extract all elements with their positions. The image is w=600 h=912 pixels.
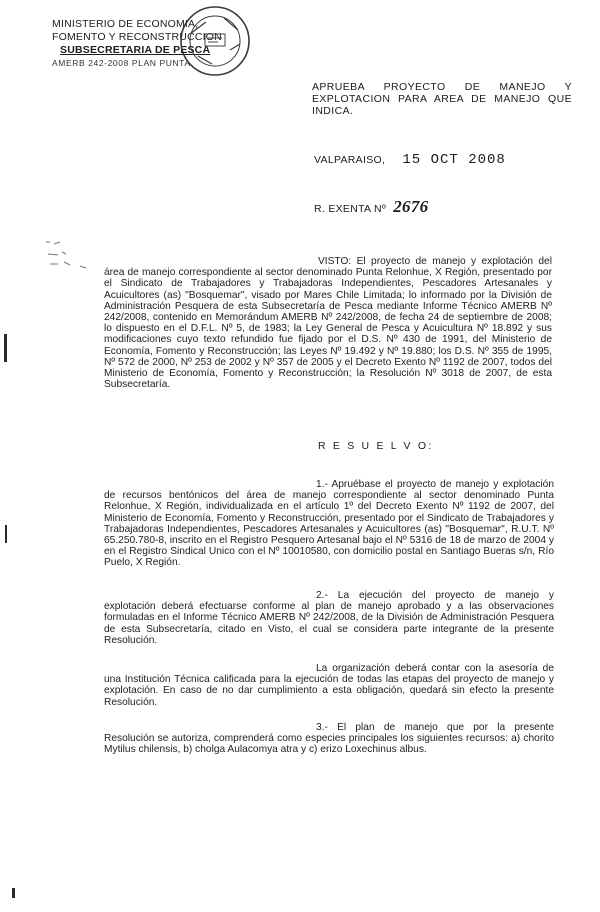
punch-hole-mark: [4, 334, 7, 362]
exenta-number: 2676: [393, 197, 429, 216]
exenta-line: [314, 197, 428, 217]
article-1-paragraph: 1.- Apruébase el proyecto de manejo y explotación de recursos bentónicos del área de manejo correspondiente al sector denominado Punta Relonhue, X Región, individualizada en el artículo 1º del Decreto Exento Nº 1192 de 2007, del Ministerio de Economía, Fomento y Reconstrucción, presentado por el Sindicato de Trabajadores y Trabajadoras Independientes, Pescadores Artesanales y Acuicultores (as) "Bosquemar", R.U.T. Nº 65.250.780-8, inscrito en el Registro Pesquero Artesanal bajo el Nº 5316 de 18 de marzo de 2004 y en el Registro Sindical Unico con el Nº 10010580, con domicilio postal en Santiago Bueras s/n, Río Puelo, X Región.: [104, 479, 554, 569]
scan-artifact-mark: [12, 888, 15, 898]
exenta-label: R. EXENTA Nº: [314, 203, 387, 215]
ministry-name: MINISTERIO DE ECONOMIA,: [52, 18, 199, 30]
article-3-paragraph: 3.- El plan de manejo que por la presente Resolución se autoriza, comprenderá como especies principales los siguientes recursos: a) chorito Mytilus chilensis, b) cholga Aulacomya atra y c) erizo Loxechinus albus.: [104, 722, 554, 756]
reference-code: AMERB 242-2008 PLAN PUNTA: [52, 58, 191, 68]
official-seal-stamp: [178, 4, 252, 78]
subsecretaria-name: SUBSECRETARIA DE PESCA: [60, 44, 211, 56]
place-name: VALPARAISO,: [314, 154, 386, 166]
resuelvo-heading: R E S U E L V O:: [318, 440, 434, 452]
ministry-name-line2: FOMENTO Y RECONSTRUCCION: [52, 31, 222, 43]
article-2-continuation: La organización deberá contar con la asesoría de una Institución Técnica calificada para la ejecución de todas las etapas del proyecto de manejo y explotación. En caso de no dar cumplimiento a esta obligación, quedará sin efecto la presente Resolución.: [104, 663, 554, 708]
date-stamp: 15 OCT 2008: [402, 152, 506, 168]
article-2-paragraph: 2.- La ejecución del proyecto de manejo y explotación deberá efectuarse conforme al plan de manejo aprobado y a las observaciones formuladas en el Informe Técnico AMERB Nº 242/2008, de la División de Administración Pesquera de esta Subsecretaría, citado en Visto, el cual se considera parte integrante de la presente Resolución.: [104, 590, 554, 646]
margin-scan-marks: [40, 236, 100, 276]
punch-hole-mark: [5, 525, 7, 543]
resolution-title: APRUEBA PROYECTO DE MANEJO Y EXPLOTACION PARA AREA DE MANEJO QUE INDICA.: [312, 81, 572, 117]
visto-paragraph: VISTO: El proyecto de manejo y explotación del área de manejo correspondiente al sector denominado Punta Relonhue, X Región, presentado por el Sindicato de Trabajadores y Trabajadoras Independientes, Pescadores Artesanales y Acuicultores (as) "Bosquemar", visado por Mares Chile Limitada; lo informado por la División de Administración Pesquera de esta Subsecretaría de Pesca mediante Informe Técnico AMERB Nº 242/2008, contenido en Memorándum AMERB Nº 242/2008, de fecha 24 de septiembre de 2008; lo dispuesto en el D.F.L. Nº 5, de 1983; la Ley General de Pesca y Acuicultura Nº 18.892 y sus modificaciones cuyo texto refundido fue fijado por el D.S. Nº 430 de 1991, del Ministerio de Economía, Fomento y Reconstrucción; las Leyes Nº 19.492 y Nº 19.880; los D.S. Nº 355 de 1995, Nº 572 de 2000, Nº 253 de 2002 y Nº 357 de 2005 y el Decreto Exento Nº 1192 de 2007, todos del Ministerio de Economía, Fomento y Reconstrucción; la Resolución Nº 3018 de 2007, de esta Subsecretaría.: [104, 256, 552, 391]
place-date-line: [314, 152, 506, 168]
